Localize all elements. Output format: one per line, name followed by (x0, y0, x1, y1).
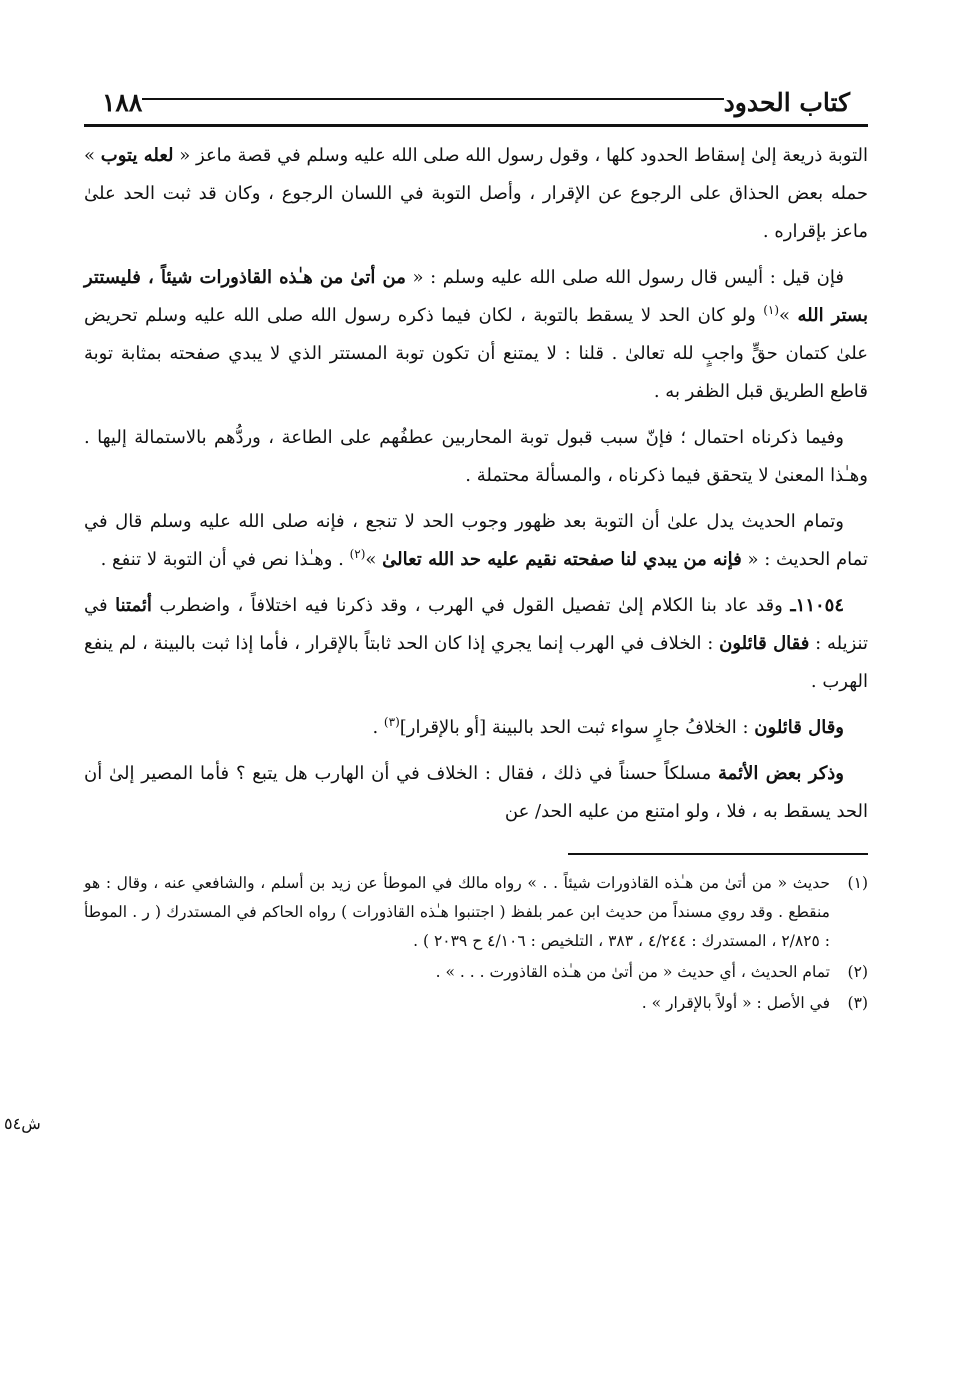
running-header (84, 80, 868, 127)
paragraph-2 (84, 259, 868, 411)
footnotes (84, 869, 868, 1018)
text-span: » حمله بعض الحذاق على الرجوع عن الإقرار ، وأصل التوبة في اللسان الرجوع ، وكان قد ثبت الحد علىٰ ماعز بإقراره . (84, 145, 868, 242)
hadith-quote: فإنه من يبدي لنا صفحته نقيم عليه حد الله تعالىٰ (382, 549, 742, 570)
text-span: التوبة ذريعة إلىٰ إسقاط الحدود كلها ، وقول رسول الله صلى الله عليه وسلم في قصة ماعز « (173, 145, 868, 166)
text-span: . (372, 717, 384, 738)
paragraph-1 (84, 137, 868, 251)
text-span: » (779, 305, 798, 326)
text-span: . وهـٰذا نص في أن التوبة لا تنفع . (100, 549, 350, 570)
bold-term: فقال قائلون (719, 633, 810, 654)
footnote-number: (١) (847, 874, 868, 892)
text-span: وتمام الحديث يدل علىٰ أن التوبة بعد ظهور وجوب الحد لا تنجع ، فإنه صلى الله عليه وسلم قال في تمام الحديث : « (84, 511, 868, 570)
bold-term: وقال قائلون (754, 717, 844, 738)
text-span: في تنزيله : (84, 595, 868, 654)
footnote-ref-3[interactable]: (٣) (383, 715, 400, 729)
book-page (4, 80, 868, 1133)
page-number: ١٨٨ (102, 87, 143, 117)
footnote-text: في الأصل : « أولاً بالإقرار » . (641, 994, 830, 1012)
paragraph-3: وفيما ذكرناه احتمال ؛ فإنّ سبب قبول توبة المحاربين عطفُهم على الطاعة ، وردُّهم بالاستمالة إليها . وهـٰذا المعنىٰ لا يتحقق فيما ذكرناه ، والمسألة محتملة . (84, 427, 868, 486)
text-span: : الخلافُ جارٍ سواء ثبت الحد بالبينة [أو بالإقرار] (399, 717, 755, 738)
hadith-quote: لعله يتوب (100, 145, 174, 166)
book-title: كتاب الحدود (723, 87, 850, 117)
footnote-ref-1[interactable]: (١) (763, 303, 780, 317)
footnote-2 (84, 958, 868, 987)
footnote-text: تمام الحديث ، أي حديث « من أتىٰ من هـٰذه القاذورت . . . » . (435, 963, 830, 981)
main-text (84, 137, 868, 831)
paragraph-7 (84, 755, 868, 831)
footnote-separator (568, 853, 868, 855)
header-rule (142, 98, 723, 100)
bold-term: أئمتنا (115, 595, 152, 616)
text-span: ولو كان الحد لا يسقط بالتوبة ، لكان فيما ذكره رسول الله صلى الله عليه وسلم تحريض علىٰ كتمان حقٍّ واجبٍ لله تعالىٰ . قلنا : لا يمتنع أن تكون توبة المستتر الذي لا يبدي صفحته بمثابة توبة قاطع الطريق قبل الظفر به . (84, 305, 868, 402)
section-number: ١١٠٥٤ـ (790, 595, 844, 616)
footnote-1 (84, 869, 868, 956)
footnote-number: (٢) (847, 963, 868, 981)
paragraph-4 (84, 503, 868, 579)
bold-term: وذكر بعض الأئمة (718, 763, 844, 784)
text-span: فإن قيل : أليس قال رسول الله صلى الله عليه وسلم : « (405, 267, 844, 288)
paragraph-5 (84, 587, 868, 701)
text-span: » (365, 549, 383, 570)
hadith-quote: من أتىٰ من هـٰذه القاذورات شيئاً ، فليستتر بستر الله (84, 267, 868, 326)
text-span: مسلكاً حسناً في ذلك ، فقال : الخلاف في أن الهارب هل يتبع ؟ فأما المصير إلىٰ أن الحد يسقط به ، فلا ، ولو امتنع من عليه الحد/ عن (84, 763, 868, 822)
paragraph-6 (84, 709, 868, 747)
footnote-text: حديث « من أتىٰ من هـٰذه القاذورات شيئاً . . » رواه مالك في الموطأ عن زيد بن أسلم ، والشافعي عنه ، وقال : هو منقطع . وقد روي مسنداً من حديث ابن عمر بلفظ ( اجتنبوا هـٰذه القاذورات ) رواه الحاكم في المستدرك ( ر . الموطأ : ٢/٨٢٥ ، المستدرك : ٤/٢٤٤ ، ٣٨٣ ، التلخيص : ٤/١٠٦ ح ٢٠٣٩ ) . (84, 874, 830, 950)
footnote-3 (84, 989, 868, 1018)
footnote-ref-2[interactable]: (٢) (349, 547, 366, 561)
text-span: : الخلاف في الهرب إنما يجري إذا كان الحد ثابتاً بالإقرار ، فأما إذا ثبت بالبينة ، لم ينفع الهرب . (84, 633, 868, 692)
text-span: وقد عاد بنا الكلام إلىٰ تفصيل القول في الهرب ، وقد ذكرنا فيه اختلافاً ، واضطرب (151, 595, 791, 616)
margin-folio-note: ش٥٤ (4, 1114, 41, 1133)
footnote-number: (٣) (847, 994, 868, 1012)
